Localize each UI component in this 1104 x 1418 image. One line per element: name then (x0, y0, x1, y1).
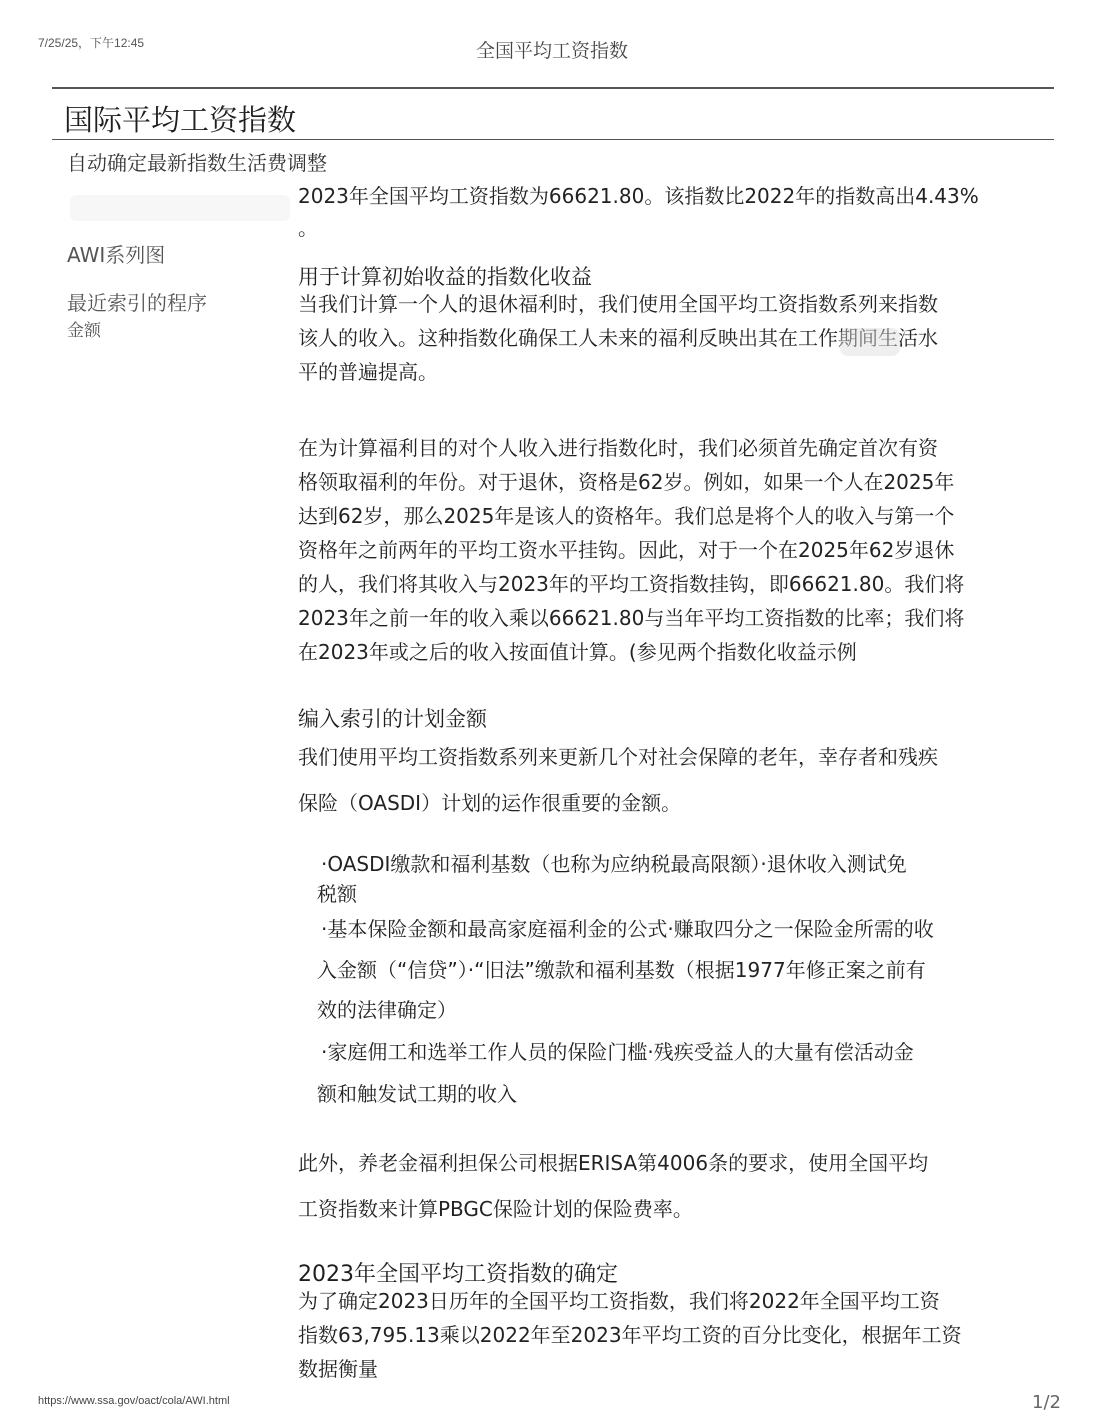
intro-line-cont: 。 (298, 216, 318, 240)
page-number: 1/2 (1032, 1392, 1061, 1413)
list-item: ·OASDI缴款和福利基数（也称为应纳税最高限额）·退休收入测试免 (321, 852, 907, 876)
text-line: 在2023年或之后的收入按面值计算。(参见两个指数化收益示例 (298, 640, 857, 664)
sidebar-item-recent-index-procedure[interactable]: 最近索引的程序 (67, 291, 207, 315)
paragraph-determination (298, 1284, 1050, 1386)
scan-smudge (70, 195, 290, 221)
text-line: 在为计算福利目的对个人收入进行指数化时，我们必须首先确定首次有资 (298, 436, 938, 460)
sidebar-item-amounts[interactable]: 金额 (67, 321, 101, 341)
text-line: 保险（OASDI）计划的运作很重要的金额。 (298, 791, 682, 815)
top-rule (52, 87, 1054, 89)
text-line: 的人，我们将其收入与2023年的平均工资指数挂钩，即66621.80。我们将 (298, 572, 965, 596)
intro-line: 2023年全国平均工资指数为66621.80。该指数比2022年的指数高出4.43% (298, 184, 979, 208)
scan-smudge (840, 328, 900, 356)
paragraph-indexing-intro (298, 287, 1050, 389)
list-item: 入金额（“信贷”）·“旧法”缴款和福利基数（根据1977年修正案之前有 (317, 958, 926, 982)
paragraph-eligibility (298, 431, 1050, 669)
text-line: 当我们计算一个人的退休福利时，我们使用全国平均工资指数系列来指数 (298, 292, 938, 316)
list-item: ·家庭佣工和选举工作人员的保险门槛·残疾受益人的大量有偿活动金 (321, 1040, 914, 1064)
list-item: 额和触发试工期的收入 (317, 1082, 517, 1106)
text-line: 2023年之前一年的收入乘以66621.80与当年平均工资指数的比率；我们将 (298, 606, 965, 630)
sidebar-item-auto-cola[interactable]: 自动确定最新指数生活费调整 (67, 151, 327, 175)
section-heading-program-amounts: 编入索引的计划金额 (298, 707, 487, 731)
text-line: 平的普遍提高。 (298, 360, 438, 384)
text-line: 为了确定2023日历年的全国平均工资指数，我们将2022年全国平均工资 (298, 1289, 940, 1313)
footer-url: https://www.ssa.gov/oact/cola/AWI.html (38, 1395, 230, 1407)
paragraph-program-amounts (298, 734, 1050, 826)
text-line: 我们使用平均工资指数系列来更新几个对社会保障的老年，幸存者和残疾 (298, 745, 938, 769)
text-line: 此外，养老金福利担保公司根据ERISA第4006条的要求，使用全国平均 (298, 1151, 929, 1175)
text-line: 达到62岁，那么2025年是该人的资格年。我们总是将个人的收入与第一个 (298, 504, 955, 528)
text-line: 格领取福利的年份。对于退休，资格是62岁。例如，如果一个人在2025年 (298, 470, 955, 494)
amounts-list (317, 848, 1047, 1114)
text-line: 数据衡量 (298, 1357, 378, 1381)
paragraph-pbgc (298, 1140, 1050, 1232)
text-line: 该人的收入。这种指数化确保工人未来的福利反映出其在工作期间生活水 (298, 326, 938, 350)
text-line: 指数63,795.13乘以2022年至2023年平均工资的百分比变化，根据年工资 (298, 1323, 962, 1347)
print-date: 7/25/25，下午12:45 (38, 36, 145, 50)
section-heading-indexing: 用于计算初始收益的指数化收益 (298, 265, 592, 289)
list-item: 税额 (317, 882, 357, 906)
text-line: 工资指数来计算PBGC保险计划的保险费率。 (298, 1197, 693, 1221)
list-item: ·基本保险金额和最高家庭福利金的公式·赚取四分之一保险金所需的收 (321, 917, 934, 941)
sidebar-item-awi-chart[interactable]: AWI系列图 (67, 243, 166, 267)
list-item: 效的法律确定） (317, 998, 457, 1022)
text-line: 资格年之前两年的平均工资水平挂钩。因此，对于一个在2025年62岁退休 (298, 538, 955, 562)
page-title: 国际平均工资指数 (64, 103, 297, 137)
section-heading-determination: 2023年全国平均工资指数的确定 (298, 1262, 618, 1287)
title-rule (52, 139, 1054, 140)
print-title: 全国平均工资指数 (475, 40, 628, 62)
